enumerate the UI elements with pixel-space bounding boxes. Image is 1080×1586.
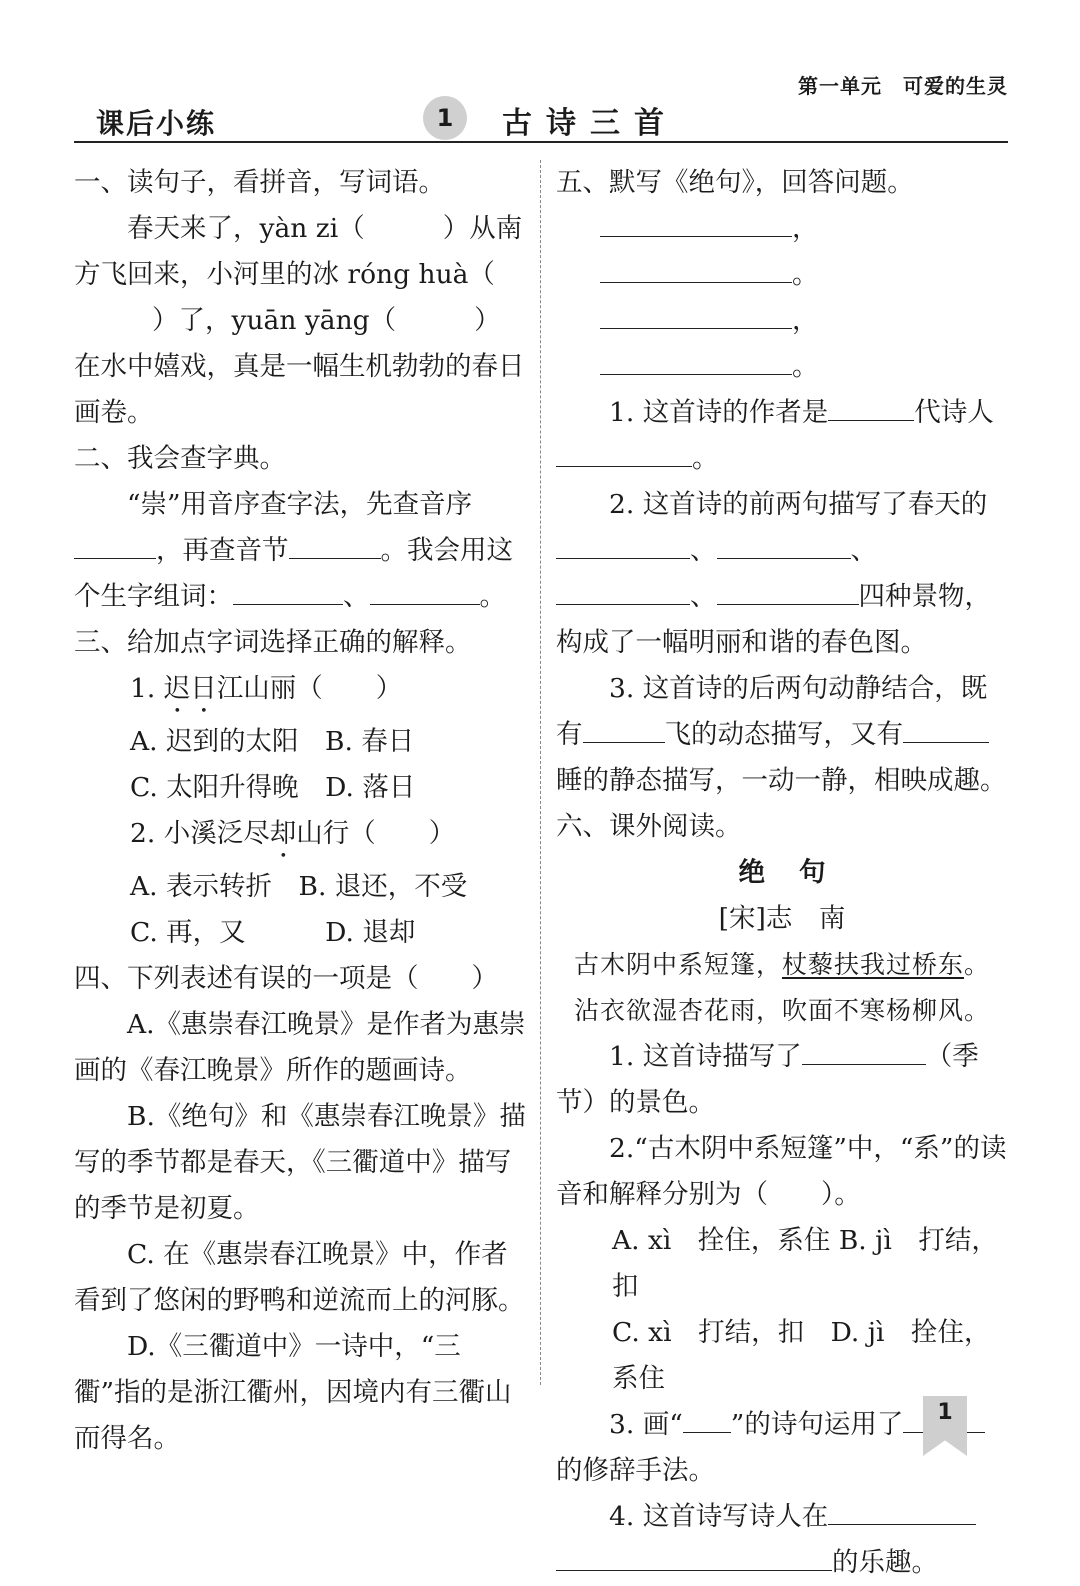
q5-fly-blank[interactable] [583, 714, 665, 743]
q6-sub-3-text-3: 的修辞手法。 [556, 1455, 715, 1486]
q5-sub-1 [556, 390, 1008, 482]
lesson-number-badge: 1 [423, 96, 467, 140]
q5-sub-1-text-2: 代诗人 [914, 397, 994, 428]
q6-sub-3-text: 3. 画“ [609, 1409, 683, 1440]
q5-sub-3 [556, 666, 1008, 804]
q5-recite-blank-4[interactable] [600, 346, 792, 375]
q5-scene-blank-4[interactable] [717, 576, 859, 605]
q3-item-1-options-ab[interactable]: A. 迟到的太阳 B. 春日 [130, 726, 415, 757]
q5-sub-3-text-2: 飞的动态描写，又有 [664, 719, 903, 750]
q6-season-blank[interactable] [802, 1036, 926, 1065]
q2-text-2: ，再查音节 [156, 535, 289, 566]
poem-line-1-part-1: 古木阴中系短篷， [573, 950, 782, 979]
q1-text-1: 春天来了，yàn zi（ [127, 213, 365, 244]
q2-blank-syllable[interactable] [289, 530, 381, 559]
poem-author: [宋]志 南 [718, 903, 846, 934]
q5-comma-2: ， [792, 305, 819, 336]
q5-recite-blank-2[interactable] [600, 254, 792, 283]
q3-item-1-options-cd[interactable]: C. 太阳升得晚 D. 落日 [130, 772, 416, 803]
q6-joy-blank-2[interactable] [556, 1542, 832, 1571]
q5-sub-2 [556, 482, 1008, 666]
q4-option-c[interactable]: C. 在《惠崇春江晚景》中，作者看到了悠闲的野鸭和逆流而上的河豚。 [74, 1239, 525, 1316]
q5-dynasty-blank[interactable] [828, 392, 914, 421]
q2-text-5: 。 [479, 581, 506, 612]
q6-sub-4-text-2: 的乐趣。 [832, 1547, 938, 1578]
q3-item-1 [74, 666, 526, 719]
q4-option-a[interactable]: A.《惠崇春江晚景》是作者为惠崇画的《春江晚景》所作的题画诗。 [74, 1009, 526, 1086]
q3-item-1-num: 1. [130, 673, 164, 704]
poem-line-1 [556, 942, 1008, 988]
q1-text-4: ）在水中嬉戏，真是一幅生机勃勃的春日画卷。 [74, 305, 525, 428]
q6-sub-2-options-cd[interactable]: C. xì 打结，扣 D. jì 拴住，系住 [612, 1317, 991, 1394]
q5-comma-1: ， [792, 213, 819, 244]
q6-sub-2-options-ab[interactable]: A. xì 拴住，系住 B. jì 打结，扣 [612, 1225, 998, 1302]
left-column [74, 160, 526, 1462]
q1-text-3: ）了，yuān yāng（ [152, 305, 397, 336]
q5-sep-1: 、 [690, 535, 717, 566]
q2-blank-initial[interactable] [74, 530, 156, 559]
q5-sub-1-text: 1. 这首诗的作者是 [609, 397, 829, 428]
q6-sub-4-text: 4. 这首诗写诗人在 [609, 1501, 829, 1532]
q6-joy-blank-1[interactable] [828, 1496, 976, 1525]
q5-recite-blank-1[interactable] [600, 208, 792, 237]
q5-sub-3-text-3: 睡的静态描写，一动一静，相映成趣。 [556, 765, 1007, 796]
q6-sub-1 [556, 1034, 1008, 1126]
q5-scene-blank-3[interactable] [556, 576, 690, 605]
lesson-title: 古诗三首 [502, 106, 678, 141]
q3-heading: 三、给加点字词选择正确的解释。 [74, 627, 472, 658]
q4-option-d[interactable]: D.《三衢道中》一诗中，“三衢”指的是浙江衢州，因境内有三衢山而得名。 [74, 1331, 512, 1454]
q5-scene-blank-2[interactable] [717, 530, 851, 559]
q1-text-2: ）从南方飞回来，小河里的冰 róng huà（ [74, 213, 523, 290]
q5-scene-blank-1[interactable] [556, 530, 690, 559]
q2-passage [74, 482, 526, 620]
q6-sub-2: 2.“古木阴中系短篷”中，“系”的读音和解释分别为（ ）。 [556, 1133, 1007, 1210]
unit-label: 第一单元 可爱的生灵 [798, 74, 1008, 98]
q5-sub-1-text-3: 。 [692, 443, 719, 474]
q5-period-1: 。 [792, 259, 819, 290]
q3-item-2 [74, 811, 526, 864]
q4-heading: 四、下列表述有误的一项是（ ） [74, 963, 498, 994]
q5-poet-blank[interactable] [556, 438, 692, 467]
poem-line-1-underlined: 杖藜扶我过桥东 [781, 950, 964, 979]
poem-line-2: 沾衣欲湿杏花雨，吹面不寒杨柳风。 [573, 996, 990, 1025]
q1-passage [74, 206, 526, 436]
q2-blank-word-2[interactable] [370, 576, 480, 605]
q4-option-b[interactable]: B.《绝句》和《惠崇春江晚景》描写的季节都是春天，《三衢道中》描写的季节是初夏。 [74, 1101, 526, 1224]
q2-heading: 二、我会查字典。 [74, 443, 286, 474]
q5-period-2: 。 [792, 351, 819, 382]
q5-sep-2: 、 [850, 535, 877, 566]
q3-item-2-rest: 山行（ ） [296, 818, 456, 849]
q6-marker-blank[interactable] [683, 1404, 731, 1433]
q5-sub-2-text-2: 四种景物，构成了一幅明丽和谐的春色图。 [556, 581, 991, 658]
q5-sub-2-text: 2. 这首诗的前两句描写了春天的 [609, 489, 988, 520]
q5-sep-3: 、 [690, 581, 717, 612]
q5-recite-blank-3[interactable] [600, 300, 792, 329]
q5-sleep-blank[interactable] [903, 714, 989, 743]
q6-heading: 六、课外阅读。 [556, 811, 742, 842]
q6-sub-1-text: 1. 这首诗描写了 [609, 1041, 802, 1072]
q1-heading: 一、读句子，看拼音，写词语。 [74, 167, 445, 198]
q2-text-4: 、 [343, 581, 370, 612]
q6-sub-4 [556, 1494, 1008, 1586]
page-number: 1 [937, 1400, 953, 1425]
q3-item-2-dotted: 却 [269, 818, 297, 849]
poem-title: 绝句 [738, 857, 860, 888]
q3-item-1-rest: 江山丽（ ） [216, 673, 403, 704]
q3-item-2-options-ab[interactable]: A. 表示转折 B. 退还，不受 [130, 871, 468, 902]
poem-line-1-end: 。 [964, 950, 991, 979]
q6-sub-3-text-2: ”的诗句运用了 [730, 1409, 904, 1440]
q6-sub-1-text-2: （季节）的景色。 [556, 1041, 979, 1118]
q3-item-2-text: 2. 小溪泛尽 [130, 818, 270, 849]
q5-heading: 五、默写《绝句》，回答问题。 [556, 167, 914, 198]
q5-recite-line-2 [556, 298, 1008, 390]
header-rule [74, 141, 1008, 143]
right-column [556, 160, 1008, 1586]
q2-blank-word-1[interactable] [233, 576, 343, 605]
q3-item-1-dotted: 迟日 [163, 673, 217, 704]
column-divider [540, 160, 541, 1385]
q2-text-1: “崇”用音序查字法，先查音序 [127, 489, 473, 520]
section-label: 课后小练 [96, 107, 217, 140]
q5-sub-3-text: 3. 这首诗的后两句动静结合，既有 [556, 673, 988, 750]
q5-recite-line-1 [556, 206, 1008, 298]
q3-item-2-options-cd[interactable]: C. 再，又 D. 退却 [130, 917, 416, 948]
q2-text-3: 。我会用这个生字组词： [74, 535, 513, 612]
